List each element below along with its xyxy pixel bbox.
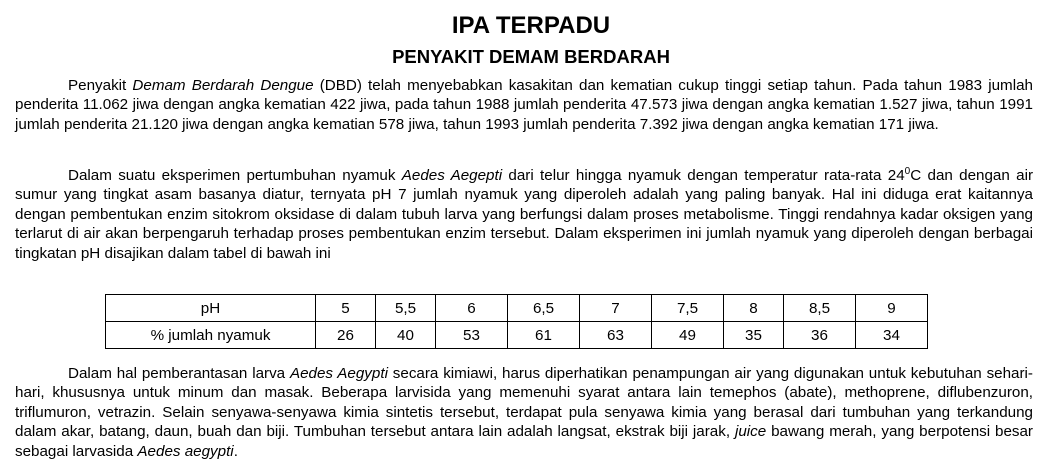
table-cell: 8,5 xyxy=(784,295,856,322)
text: (DBD) telah menyebabkan kasakitan dan kematian cukup tinggi setiap tahun. Pada tahun 1983 jumlah penderita 11.062 jiwa dengan angka kematian 422 jiwa, pada tahun 1988 jumlah penderita 47.573 jiwa dengan angka kematian 1.527 jiwa, tahun 1991 jumlah penderita 21.120 jiwa dengan angka kematian 578 jiwa, tahun 1993 jumlah penderita 7.392 jiwa dengan angka kematian 171 jiwa. xyxy=(15,77,1033,133)
italic-term: Aedes Aegepti xyxy=(401,167,503,185)
paragraph-larvicide xyxy=(15,364,1033,461)
document-subtitle: PENYAKIT DEMAM BERDARAH xyxy=(392,46,670,67)
text: bawang merah, yang berpotensi besar sebagai larvasida xyxy=(15,423,1033,460)
table-row-mosquito-percent xyxy=(106,322,928,349)
table-cell: 40 xyxy=(376,322,436,349)
ph-mosquito-table xyxy=(105,294,928,349)
table-cell: 63 xyxy=(580,322,652,349)
italic-term: juice xyxy=(734,423,767,441)
table-cell: 36 xyxy=(784,322,856,349)
italic-term: Aedes Aegypti xyxy=(289,365,388,382)
table-cell: 5,5 xyxy=(376,295,436,322)
table-cell: 6,5 xyxy=(508,295,580,322)
table-cell: 7,5 xyxy=(652,295,724,322)
table-cell: 6 xyxy=(436,295,508,322)
text: . xyxy=(233,442,238,460)
text: dari telur hingga nyamuk dengan temperatur rata-rata 24 xyxy=(502,167,905,185)
table-cell: 5 xyxy=(316,295,376,322)
table-cell: 26 xyxy=(316,322,376,349)
degree-superscript: 0 xyxy=(904,166,911,177)
table-row-ph xyxy=(106,295,928,322)
table-cell: 8 xyxy=(724,295,784,322)
table-cell: 61 xyxy=(508,322,580,349)
table-cell: 49 xyxy=(652,322,724,349)
text: secara kimiawi, harus diperhatikan penampungan air yang digunakan untuk kebutuhan sehari-hari, khususnya untuk minum dan masak. Beberapa larvisida yang memenuhi syarat antara lain temephos (abate), methoprene, diflubenzuron, triflumuron, vetrazin. Selain senyawa-senyawa kimia sintetis tersebut, terdapat pula senyawa kimia yang berasal dari tumbuhan yang terkandung dalam akar, batang, daun, buah dan biji. Tumbuhan tersebut antara lain adalah langsat, ekstrak biji jarak, xyxy=(15,365,1033,441)
text: Penyakit xyxy=(68,77,133,94)
paragraph-experiment xyxy=(15,162,1033,263)
table-cell: 34 xyxy=(856,322,928,349)
text: Dalam suatu eksperimen pertumbuhan nyamuk xyxy=(68,167,402,185)
paragraph-dbd-statistics xyxy=(15,76,1033,134)
row-label-mosquito: % jumlah nyamuk xyxy=(106,322,316,349)
italic-term: Demam Berdarah Dengue xyxy=(132,77,314,94)
table-cell: 35 xyxy=(724,322,784,349)
row-label-ph: pH xyxy=(106,295,316,322)
document-title: IPA TERPADU xyxy=(451,12,611,39)
italic-term: Aedes aegypti xyxy=(137,442,234,460)
text: C dan dengan air sumur yang tingkat asam basanya diatur, ternyata pH 7 jumlah nyamuk yang diperoleh adalah yang paling banyak. Hal ini diduga erat kaitannya dengan pembentukan enzim sitokrom oksidase di dalam tubuh larva yang berfungsi dalam proses metabolisme. Tinggi rendahnya kadar oksigen yang terlarut di air akan berpengaruh terhadap proses pembentukan enzim tersebut. Dalam eksperimen ini jumlah nyamuk yang diperoleh dengan berbagai tingkatan pH disajikan dalam tabel di bawah ini xyxy=(15,167,1034,262)
table-cell: 53 xyxy=(436,322,508,349)
table-cell: 7 xyxy=(580,295,652,322)
table-cell: 9 xyxy=(856,295,928,322)
text: Dalam hal pemberantasan larva xyxy=(68,365,290,382)
